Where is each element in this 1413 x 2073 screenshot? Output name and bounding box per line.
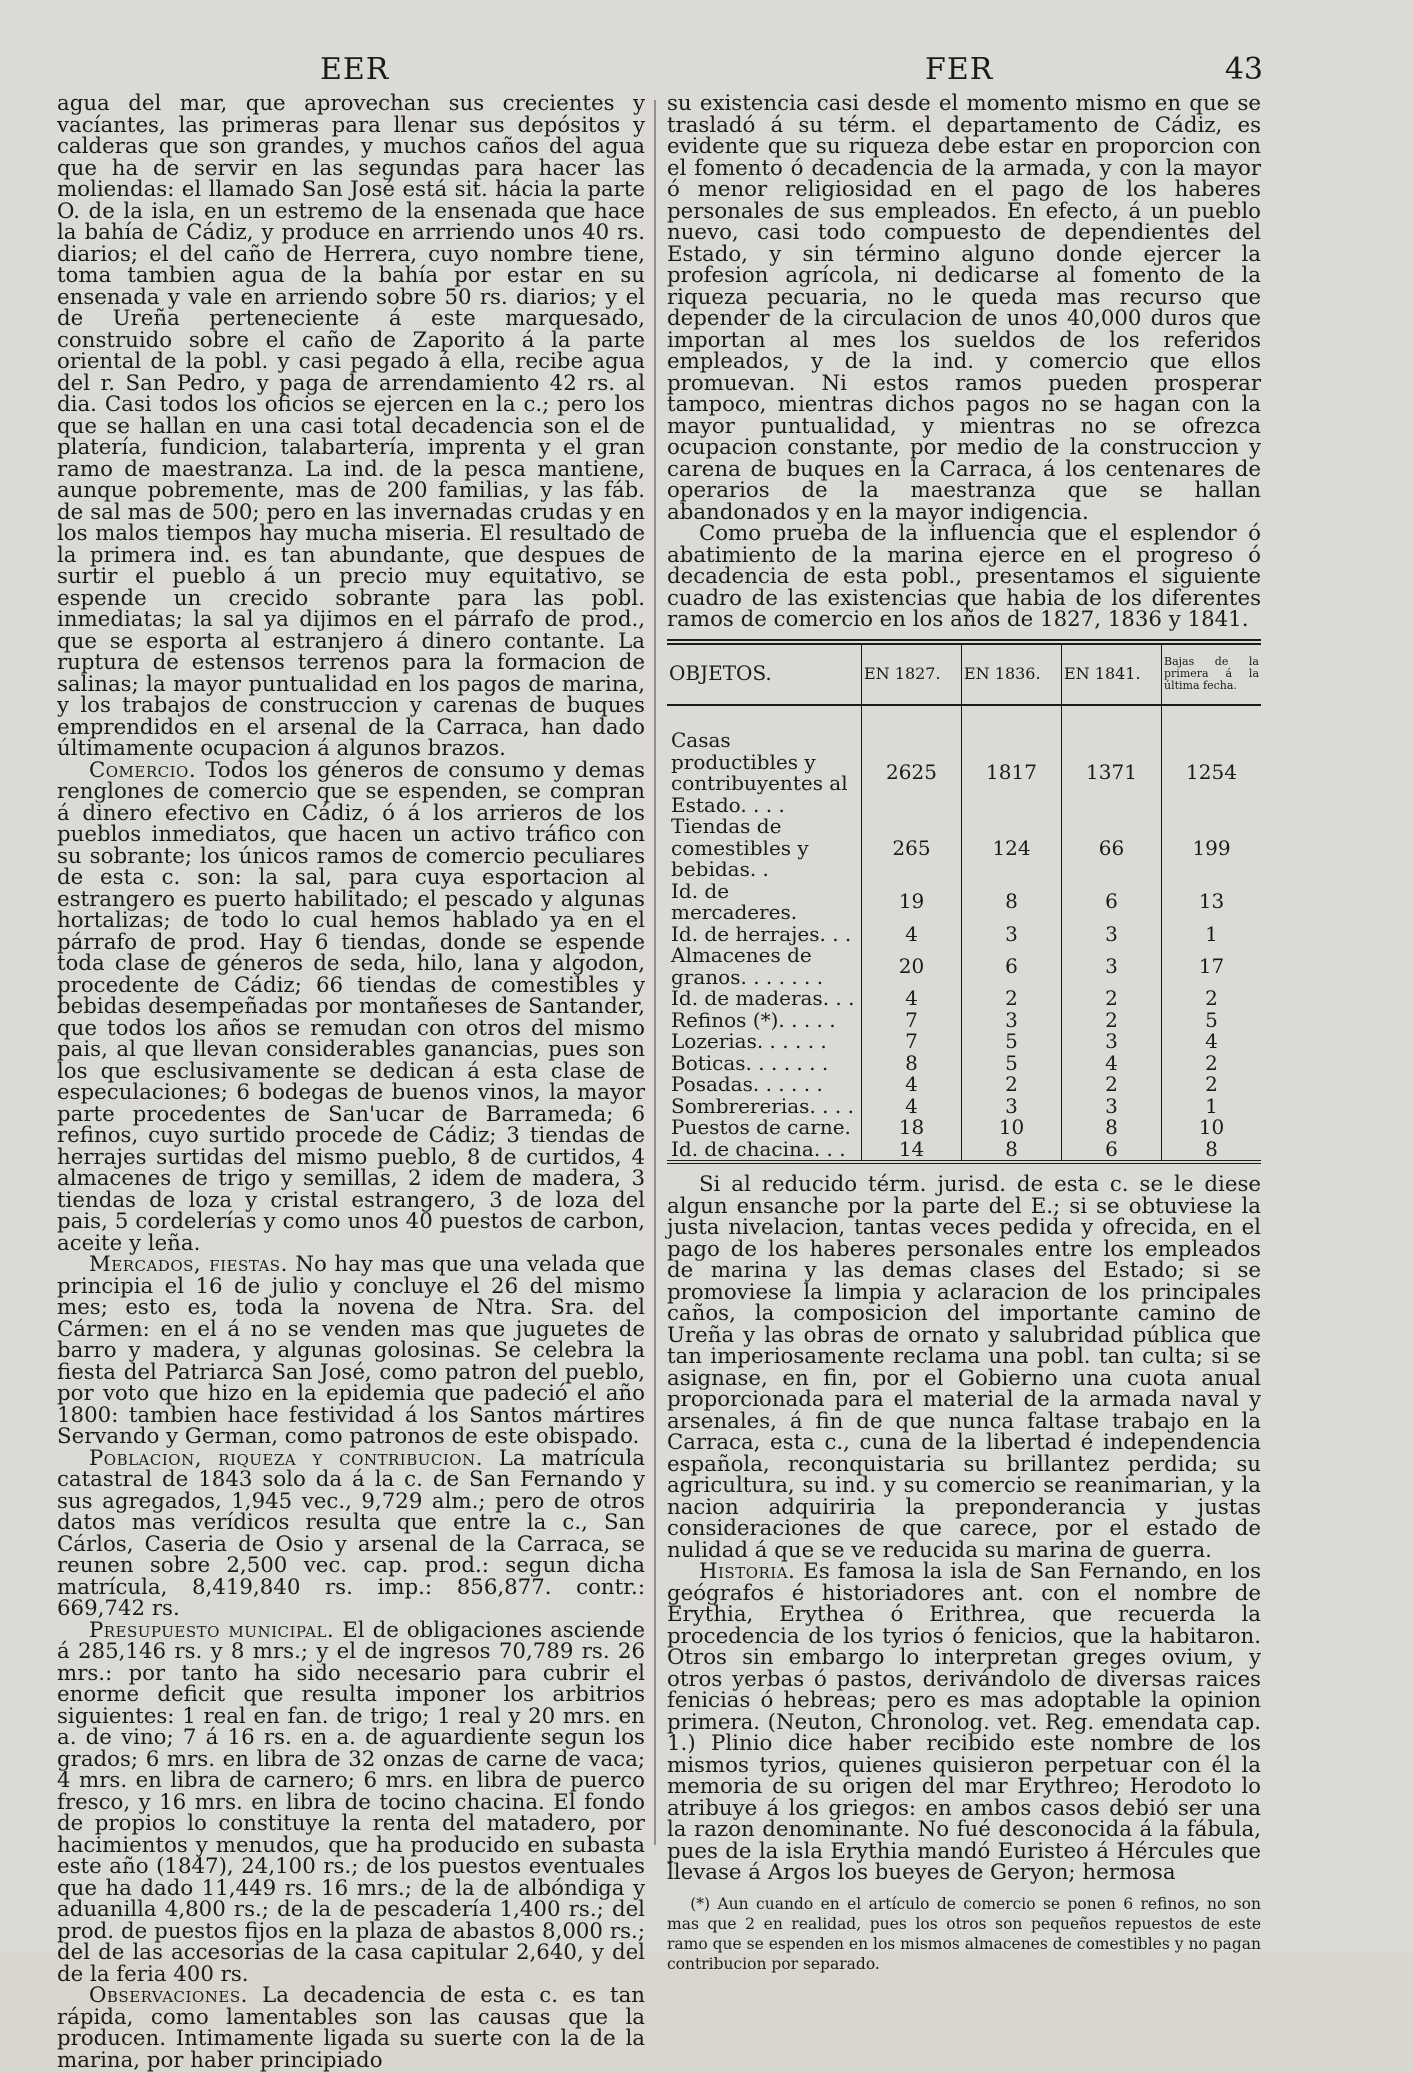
table-cell-1827: 8 xyxy=(862,1053,962,1075)
column-divider xyxy=(654,100,656,1845)
table-cell-1841: 2 xyxy=(1062,1010,1162,1032)
table-row xyxy=(667,1117,1261,1139)
table-cell-1841: 3 xyxy=(1062,1031,1162,1053)
table-cell-1841: 3 xyxy=(1062,1096,1162,1118)
table-cell-baja: 1 xyxy=(1162,924,1262,946)
table-row xyxy=(667,988,1261,1010)
section-heading: Historia. xyxy=(698,1559,796,1584)
table-cell-baja: 10 xyxy=(1162,1117,1262,1139)
table-cell-objeto: Boticas. . . . . . . xyxy=(671,1050,829,1075)
table-header-bajas: Bajas de la primera á la última fecha. xyxy=(1162,642,1262,706)
table-cell-baja: 2 xyxy=(1162,1053,1262,1075)
table-cell-1827: 4 xyxy=(862,1074,962,1096)
table-cell-1836: 124 xyxy=(962,816,1062,881)
table-row xyxy=(667,1010,1261,1032)
table-cell-1827: 4 xyxy=(862,1096,962,1118)
table-cell-1836: 3 xyxy=(962,1096,1062,1118)
table-cell-objeto: Id. de herrajes. . . xyxy=(671,921,852,946)
table-cell-baja: 1254 xyxy=(1162,705,1262,816)
footnote: (*) Aun cuando en el artículo de comercio se ponen 6 refinos, no son mas que 2 en realidad, pues los otros son pequeños repuestos de este ramo que se espenden en los mismos almacenes de comestibles y no pagan contribucion por separado. xyxy=(667,1894,1261,1973)
table-cell-1827: 18 xyxy=(862,1117,962,1139)
commerce-table xyxy=(667,639,1261,1165)
table-body xyxy=(667,705,1261,1162)
table-cell-1841: 4 xyxy=(1062,1053,1162,1075)
table-row xyxy=(667,1074,1261,1096)
table-cell-baja: 1 xyxy=(1162,1096,1262,1118)
section-poblacion xyxy=(57,1445,645,1621)
table-cell-1836: 3 xyxy=(962,924,1062,946)
table-cell-1836: 2 xyxy=(962,988,1062,1010)
table-row xyxy=(667,1031,1261,1053)
table-cell-1836: 8 xyxy=(962,881,1062,924)
table-cell-1841: 1371 xyxy=(1062,705,1162,816)
table-cell-baja: 17 xyxy=(1162,945,1262,988)
table-cell-objeto: Id. de chacina. . . xyxy=(671,1136,846,1161)
table-row xyxy=(667,924,1261,946)
table-row xyxy=(667,881,1261,924)
running-header xyxy=(0,52,1413,92)
table-cell-1827: 265 xyxy=(862,816,962,881)
header-left-keyword: EER xyxy=(320,52,390,87)
table-row xyxy=(667,1139,1261,1163)
table-cell-1836: 5 xyxy=(962,1053,1062,1075)
table-cell-1841: 2 xyxy=(1062,1074,1162,1096)
table-header-1841: EN 1841. xyxy=(1062,642,1162,706)
table-row xyxy=(667,1053,1261,1075)
table-cell-1841: 66 xyxy=(1062,816,1162,881)
table-cell-baja: 5 xyxy=(1162,1010,1262,1032)
section-body: El de obligaciones asciende á 285,146 rs. y 8 mrs.; y el de ingresos 70,789 rs. 26 mrs.: por tanto ha sido necesario para cubrir el enorme deficit que resulta imponer los arbitrios siguientes: 1 real en fan. de trigo; 1 real y 20 mrs. en a. de vino; 7 á 16 rs. en a. de aguardiente segun los grados; 6 mrs. en libra de 32 onzas de carne de vaca; 4 mrs. en libra de carnero; 6 mrs. en libra de puerco fresco, y 16 mrs. en libra de tocino chacina. El fondo de propios lo constituye la renta del matadero, por hacimientos y menudos, que ha producido en subasta este año (1847), 24,100 rs.; de los puestos eventuales que ha dado 11,449 rs. 16 mrs.; de la de albóndiga y aduanilla 4,800 rs.; de la de pescadería 1,400 rs.; del prod. de puestos fijos en la plaza de abastos 8,000 rs.; del de las accesorias de la casa capitular 2,640, y del de la feria 400 rs. xyxy=(57,1617,645,1987)
table-cell-1841: 6 xyxy=(1062,881,1162,924)
table-cell-1841: 6 xyxy=(1062,1139,1162,1163)
table-cell-objeto: Posadas. . . . . . xyxy=(671,1072,823,1096)
table-cell-objeto: Almacenes de granos. . . . . . . xyxy=(671,943,824,989)
section-body: No hay mas que una velada que principia el 16 de julio y concluye el 26 del mismo mes; esto es, toda la novena de Ntra. Sra. del Cármen: en el á no se venden mas que juguetes de barro y madera, y algunas golosinas. Se celebra la fiesta del Patriarca San José, como patron del pueblo, por voto que hizo en la epidemia que padeció el año 1800: tambien hace festividad á los Santos mártires Servando y German, como patronos de este obispado. xyxy=(57,1252,645,1449)
table-cell-1827: 7 xyxy=(862,1031,962,1053)
section-body: Todos los géneros de consumo y demas renglones de comercio que se espenden, se compran á dinero efectivo en Cádiz, ó á los arrieros de los pueblos inmediatos, que hacen un activo tráfico con su sobrante; los únicos ramos de comercio peculiares de esta c. son: la sal, para cuya esportacion al estrangero es puerto habilitado; el pescado y algunas hortalizas; de todo lo cual hemos hablado ya en el párrafo de prod. Hay 6 tiendas, donde se espende toda clase de géneros de seda, hilo, lana y algodon, procedente de Cádiz; 66 tiendas de comestibles y bebidas desempeñadas por montañeses de Santander, que todos los años se remudan con otros del mismo pais, al que llevan considerables ganancias, pues son los que esclusivamente se dedican á esta clase de especulaciones; 6 bodegas de buenos vinos, la mayor parte procedentes de San'ucar de Barrameda; 6 refinos, cuyo surtido procede de Cádiz; 3 tiendas de herrajes surtidas del mismo pueblo, 8 de curtidos, 4 almacenes de trigo y semillas, 2 idem de madera, 3 tiendas de loza y cristal estrangero, 3 de loza del pais, 5 cordelerías y como unos 40 puestos de carbon, aceite y leña. xyxy=(57,757,645,1256)
table-cell-baja: 2 xyxy=(1162,1074,1262,1096)
table-cell-1827: 14 xyxy=(862,1139,962,1163)
section-heading: Mercados, fiestas. xyxy=(88,1252,288,1277)
table-cell-objeto: Tiendas de comestibles y bebidas. . xyxy=(671,814,809,881)
section-heading: Observaciones. xyxy=(88,1983,248,2008)
table-cell-1827: 2625 xyxy=(862,705,962,816)
table-cell-1827: 19 xyxy=(862,881,962,924)
table-cell-1841: 8 xyxy=(1062,1117,1162,1139)
table-cell-1836: 10 xyxy=(962,1117,1062,1139)
table-cell-1836: 5 xyxy=(962,1031,1062,1053)
table-cell-objeto: Puestos de carne. xyxy=(671,1115,851,1139)
table-header-1836: EN 1836. xyxy=(962,642,1062,706)
table-cell-1841: 3 xyxy=(1062,924,1162,946)
paragraph-table-intro: Como prueba de la influencia que el esplendor ó abatimiento de la marina ejerce en el progreso ó decadencia de esta pobl., presentamos el siguiente cuadro de las existencias que habia de los diferentes ramos de comercio en los años de 1827, 1836 y 1841. xyxy=(667,521,1261,632)
paragraph-economy: su existencia casi desde el momento mismo en que se trasladó á su térm. el departamento de Cádiz, es evidente que su riqueza debe estar en proporcion con el fomento ó decadencia de la armada, y con la mayor ó menor religiosidad en el pago de los haberes personales de sus empleados. En efecto, á un pueblo nuevo, casi todo compuesto de dependientes del Estado, y sin término alguno donde ejercer la profesion agrícola, ni dedicarse al fomento de la riqueza pecuaria, no le queda mas recurso que depender de la circulacion de unos 40,000 duros que importan al mes los sueldos de los referidos empleados, y de la ind. y comercio que ellos promuevan. Ni estos ramos pueden prosperar tampoco, mientras dichos pagos no se hagan con la mayor puntualidad, y mientras no se ofrezca ocupacion constante, por medio de la construccion y carena de buques en la Carraca, á los centenares de operarios de la maestranza que se hallan abandonados y en la mayor indigencia. xyxy=(667,91,1261,525)
table-cell-baja: 4 xyxy=(1162,1031,1262,1053)
table-cell-1836: 3 xyxy=(962,1010,1062,1032)
section-heading: Comercio. xyxy=(88,757,197,783)
section-historia xyxy=(667,1561,1261,1884)
table-row xyxy=(667,816,1261,881)
table-cell-1827: 20 xyxy=(862,945,962,988)
table-cell-objeto: Id. de maderas. . . xyxy=(671,986,855,1010)
table-cell-1827: 4 xyxy=(862,988,962,1010)
table-cell-1836: 8 xyxy=(962,1139,1062,1163)
table-cell-1836: 6 xyxy=(962,945,1062,988)
table-cell-baja: 2 xyxy=(1162,988,1262,1010)
table-cell-objeto: Lozerias. . . . . . xyxy=(671,1029,827,1053)
section-heading: Presupuesto municipal. xyxy=(88,1617,335,1643)
section-heading: Poblacion, riqueza y contribucion. xyxy=(88,1445,483,1471)
table-cell-baja: 199 xyxy=(1162,816,1262,881)
header-right-keyword: FER xyxy=(925,52,994,87)
section-comercio xyxy=(57,757,645,1256)
section-presupuesto xyxy=(57,1617,645,1987)
section-observaciones xyxy=(57,1985,645,2071)
table-cell-baja: 8 xyxy=(1162,1139,1262,1163)
section-mercados xyxy=(57,1254,645,1448)
table-header-row xyxy=(667,642,1261,706)
table-cell-1841: 3 xyxy=(1062,945,1162,988)
table-cell-objeto: Sombrererias. . . . xyxy=(671,1093,854,1118)
left-column xyxy=(57,93,645,2071)
page-number: 43 xyxy=(1224,52,1263,87)
table-header-objetos: OBJETOS. xyxy=(667,642,862,706)
paragraph-industry: agua del mar, que aprovechan sus crecientes y vacíantes, las primeras para llenar sus depósitos y calderas que son grandes, y muchos caños del agua que ha de servir en las segundas para hacer las moliendas: el llamado San José está sit. hácia la parte O. de la isla, en un estremo de la ensenada que hace la bahía de Cádiz, y produce en arrriendo unos 40 rs. diarios; el del caño de Herrera, cuyo nombre tiene, toma tambien agua de la bahía por estar en su ensenada y vale en arriendo sobre 50 rs. diarios; y el de Ureña perteneciente á este marquesado, construido sobre el caño de Zaporito á la parte oriental de la pobl. y casi pegado á ella, recibe agua del r. San Pedro, y paga de arrendamiento 42 rs. al dia. Casi todos los oficios se ejercen en la c.; pero los que se hallan en una casi total decadencia son el de platería, fundicion, talabartería, imprenta y el gran ramo de maestranza. La ind. de la pesca mantiene, aunque pobremente, mas de 200 familias, y las fáb. de sal mas de 500; pero en las invernadas crudas y en los malos tiempos hay mucha miseria. El resultado de la primera ind. es tan abundante, que despues de surtir el pueblo á un precio muy equitativo, se espende un crecido sobrante para las pobl. inmediatas; la sal ya dijimos en el párrafo de prod., que se esporta al estranjero á dinero contante. La ruptura de estensos terrenos para la formacion de salinas; la mayor puntualidad en los pagos de marina, y los trabajos de construccion y carenas de buques emprendidos en el arsenal de la Carraca, han dado últimamente ocupacion á algunos brazos. xyxy=(57,91,645,761)
section-body: Es famosa la isla de San Fernando, en los geógrafos é historiadores ant. con el nombre de Erythia, Erythea ó Erithrea, que recuerda la procedencia de los tyrios ó fenicios, que la habitaron. Otros sin embargo lo interpretan greges ovium, y otros yerbas ó pastos, derivándolo de diversas raices fenicias ó hebreas; pero es mas adoptable la opinion primera. (Neuton, Chronolog. vet. Reg. emendata cap. 1.) Plinio dice haber recibido este nombre de los mismos tyrios, quienes quisieron perpetuar con él la memoria de su origen del mar Erythreo; Herodoto lo atribuye á los griegos: en ambos casos debió ser una la razon denominante. No fué desconocida á la fábula, pues de la isla Erythia mandó Euristeo á Hércules que llevase á Argos los bueyes de Geryon; hermosa xyxy=(667,1559,1261,1885)
table-cell-objeto: Casas productibles y contribuyentes al Estado. . . . xyxy=(671,728,848,817)
table-cell-objeto: Refinos (*). . . . . xyxy=(671,1007,836,1032)
table-cell-1836: 2 xyxy=(962,1074,1062,1096)
right-column xyxy=(667,93,1261,1974)
table-cell-objeto: Id. de mercaderes. xyxy=(671,878,798,924)
table-cell-1827: 4 xyxy=(862,924,962,946)
table-cell-1841: 2 xyxy=(1062,988,1162,1010)
paragraph-proposals: Si al reducido térm. jurisd. de esta c. se le diese algun ensanche por la parte del E.; si se obtuviese la justa nivelacion, tantas veces pedida y ofrecida, en el pago de los haberes personales entre los empleados de marina y las demas clases del Estado; si se promoviese la limpia y aclaracion de los principales caños, la composicion del importante camino de Ureña y las obras de ornato y salubridad pública que tan imperiosamente reclama una pobl. tan culta; si se asignase, en fin, por el Gobierno una cuota anual proporcionada para el material de la armada naval y arsenales, á fin de que nunca faltase trabajo en la Carraca, esta c., cuna de la libertad é independencia española, reconquistaria su brillantez perdida; su agricultura, su ind. y su comercio se reanimarian, y la nacion adquiriria la preponderancia y justas consideraciones de que carece, por el estado de nulidad á que se ve reducida su marina de guerra. xyxy=(667,1172,1261,1563)
table-cell-1836: 1817 xyxy=(962,705,1062,816)
table-row xyxy=(667,945,1261,988)
section-body: La matrícula catastral de 1843 solo da á la c. de San Fernando y sus agregados, 1,945 vec., 9,729 alm.; pero de otros datos mas verídicos resulta que entre la c., San Cárlos, Caseria de Osio y arsenal de la Carraca, se reunen sobre 2,500 vec. cap. prod.: segun dicha matrícula, 8,419,840 rs. imp.: 856,877. contr.: 669,742 rs. xyxy=(57,1445,645,1621)
table-header-1827: EN 1827. xyxy=(862,642,962,706)
table-cell-1827: 7 xyxy=(862,1010,962,1032)
section-body: La decadencia de esta c. es tan rápida, como lamentables son las causas que la producen. Intimamente ligada su suerte con la de la marina, por haber principiado xyxy=(57,1983,645,2073)
table-row xyxy=(667,1096,1261,1118)
table-row xyxy=(667,705,1261,816)
table-cell-baja: 13 xyxy=(1162,881,1262,924)
